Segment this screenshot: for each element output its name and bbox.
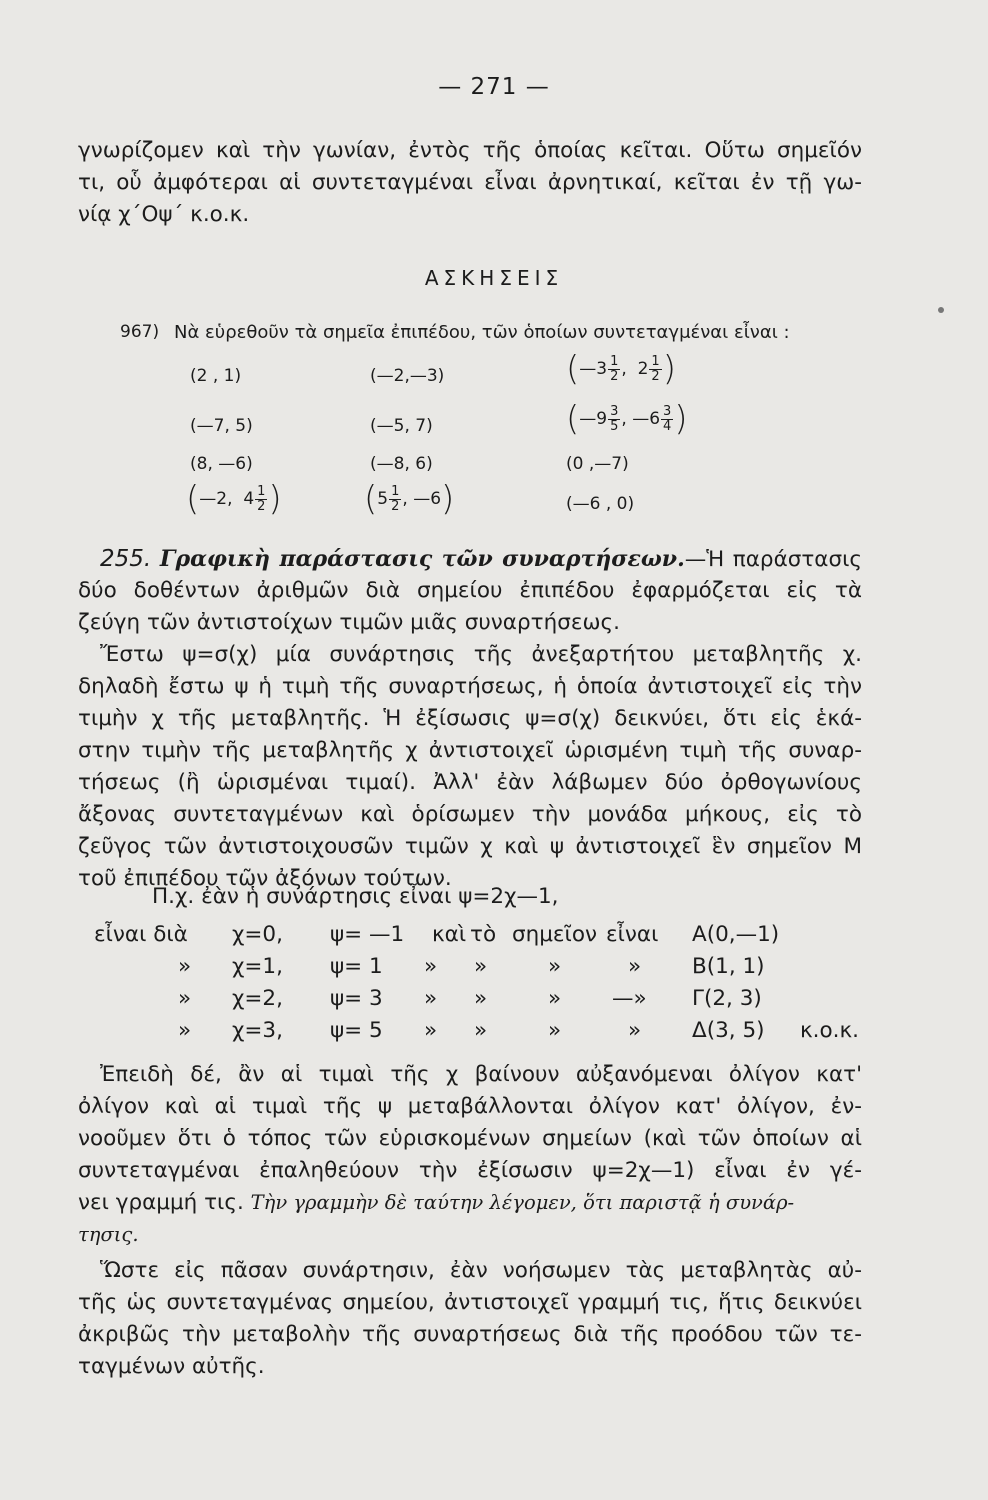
point-col1-row3: (8, —6) [190, 454, 253, 474]
intro-line-3: νίᾳ χ΄Οψ΄ κ.ο.κ. [78, 202, 250, 227]
p2-line-4: στην τιμὴν τῆς μεταβλητῆς χ ἀντιστοιχεῖ ὡρισμένη τιμὴ τῆς συναρ- [78, 738, 862, 763]
point-mixed-d: (5 $\frac{1}{2}$ , —6) [364, 479, 455, 519]
p2-line-5: τήσεως (ἢ ὡρισμέναι τιμαί). Ἀλλ' ἐὰν λάβωμεν δύο ὀρθογωνίους [78, 770, 862, 795]
exercise-number: 967) [120, 322, 160, 342]
point-mixed-c: (—2, 4 $\frac{1}{2}$ ) [186, 479, 282, 519]
p4-line-3: ἀκριβῶς τὴν μεταβολὴν τῆς συναρτήσεως διὰ τῆς προόδου τῶν τε- [78, 1322, 862, 1347]
p1-line-1: δύο δοθέντων ἀριθμῶν διὰ σημείου ἐπιπέδου ἐφαρμόζεται εἰς τὰ [78, 578, 862, 603]
scanned-page: — 271 — γνωρίζομεν καὶ τὴν γωνίαν, ἐντὸς τῆς ὁποίας κεῖται. Οὕτω σημεῖόν τι, οὗ ἀμφότεραι αἱ συντεταγμέναι εἶναι ἀρνητικαί, κεῖται ἐν τῇ γω- νίᾳ χ΄Οψ΄ κ.ο.κ. ΑΣΚΗΣΕΙΣ 967) Νὰ εὑρεθοῦν τὰ σημεῖα ἐπιπέδου, τῶν ὁποίων συντεταγμέναι εἶναι : (2 , 1) (—7, 5) (8, —6) (—2,—3) (—5, 7) (—8, 6) (—3 $\frac{1}{2}$ , 2 $\frac{1}{2}$ ) (—9 $\frac{3}{5}$ , —6 $\frac{3}{4}$ ) (0 ,—7) (—6 , 0) (—2, 4 $\frac{1}{2}$ ) (5 $\frac{1}{2}$ , —6) 255. Γραφικὴ παράστασις τῶν συναρτήσεων.—Ἡ παράστασις δύο δοθέντων ἀριθμῶν διὰ σημείου ἐπιπέδου ἐφαρμόζεται εἰς τὰ ζεύγη τῶν ἀντιστοίχων τιμῶν μιᾶς συναρτήσεως. Ἔστω ψ=σ(χ) μία συνάρτησις τῆς ἀνεξαρτήτου μεταβλητῆς χ. δηλαδὴ ἔστω ψ ἡ τιμὴ τῆς συναρτήσεως, ἡ ὁποία ἀντιστοιχεῖ εἰς τὴν τιμὴν χ τῆς μεταβλητῆς. Ἡ ἐξίσωσις ψ=σ(χ) δεικνύει, ὅτι εἰς ἑκά- στην τιμὴν τῆς μεταβλητῆς χ ἀντιστοιχεῖ ὡρισμένη τιμὴ τῆς συναρ- τήσεως (ἢ ὡρισμέναι τιμαί). Ἀλλ' ἐὰν λάβωμεν δύο ὀρθογωνίους ἄξονας συντεταγμένων καὶ ὁρίσωμεν τὴν μονάδα μήκους, εἰς τὸ ζεῦγος τῶν ἀντιστοιχουσῶν τιμῶν χ καὶ ψ ἀντιστοιχεῖ ἓν σημεῖον Μ τοῦ ἐπιπέδου τῶν ἀξόνων τούτων. Π.χ. ἐὰν ἡ συνάρτησις εἶναι ψ=2χ—1, εἶναι διὰ χ=0, ψ= —1 καὶ τὸ σημεῖον εἶναι Α(0,—1) » χ=1, ψ= 1 » » » » Β(1, 1) » χ=2, ψ= 3 » » » —» Γ(2, 3) » χ=3, ψ= 5 » » » » Δ(3, 5) κ.ο.κ. Ἐπειδὴ δέ, ἂν αἱ τιμαὶ τῆς χ βαίνουν αὐξανόμεναι ὀλίγον κατ' ὀλίγον καὶ αἱ τιμαὶ τῆς ψ μεταβάλλονται ὀλίγον κατ' ὀλίγον, ἐν- νοοῦμεν ὅτι ὁ τόπος τῶν εὑρισκομένων σημείων (καὶ τῶν ὁποίων αἱ συντεταγμέναι ἐπαληθεύουν τὴν ἐξίσωσιν ψ=2χ—1) εἶναι ἐν γέ- νει γραμμή τις. Τὴν γραμμὴν δὲ ταύτην λέγομεν, ὅτι παριστᾷ ἡ συνάρ- τησις. Ὥστε εἰς πᾶσαν συνάρτησιν, ἐὰν νοήσωμεν τὰς μεταβλητὰς αὐ- τῆς ὡς συντεταγμένας σημείου, ἀντιστοιχεῖ γραμμή τις, ἥτις δεικνύει ἀκριβῶς τὴν μεταβολὴν τῆς συναρτήσεως διὰ τῆς προόδου τῶν τε- ταγμένων αὐτῆς. [0, 0, 988, 1500]
p2-line-6: ἄξονας συντεταγμένων καὶ ὁρίσωμεν τὴν μονάδα μήκους, εἰς τὸ [78, 802, 862, 827]
intro-line-1: γνωρίζομεν καὶ τὴν γωνίαν, ἐντὸς τῆς ὁποίας κεῖται. Οὕτω σημεῖόν [78, 138, 862, 163]
p4-line-4: ταγμένων αὐτῆς. [78, 1354, 265, 1379]
p4-line-1: Ὥστε εἰς πᾶσαν συνάρτησιν, ἐὰν νοήσωμεν τὰς μεταβλητὰς αὐ- [100, 1258, 862, 1283]
exercise-statement: Νὰ εὑρεθοῦν τὰ σημεῖα ἐπιπέδου, τῶν ὁποίων συντεταγμέναι εἶναι : [174, 322, 790, 343]
section-heading-line [100, 544, 862, 575]
point-col2-row2: (—5, 7) [370, 416, 433, 436]
p2-line-3: τιμὴν χ τῆς μεταβλητῆς. Ἡ ἐξίσωσις ψ=σ(χ) δεικνύει, ὅτι εἰς ἑκά- [78, 706, 862, 731]
p4-line-2: τῆς ὡς συντεταγμένας σημείου, ἀντιστοιχεῖ γραμμή τις, ἥτις δεικνύει [78, 1290, 862, 1315]
section-title: Γραφικὴ παράστασις τῶν συναρτήσεων. [159, 546, 685, 572]
p2-line-2: δηλαδὴ ἔστω ψ ἡ τιμὴ τῆς συναρτήσεως, ἡ ὁποία ἀντιστοιχεῖ εἰς τὴν [78, 674, 862, 699]
section-number: 255. [100, 546, 152, 572]
point-col2-row3: (—8, 6) [370, 454, 433, 474]
p3-line-2: ὀλίγον καὶ αἱ τιμαὶ τῆς ψ μεταβάλλονται ὀλίγον κατ' ὀλίγον, ἐν- [78, 1094, 862, 1119]
point-col3-row1: (0 ,—7) [566, 454, 629, 474]
page-number: — 271 — [438, 74, 550, 100]
scan-speck [938, 307, 944, 313]
p2-line-8: τοῦ ἐπιπέδου τῶν ἀξόνων τούτων. [78, 866, 452, 891]
p3-line-5: νει γραμμή τις. Τὴν γραμμὴν δὲ ταύτην λέγομεν, ὅτι παριστᾷ ἡ συνάρ- [78, 1190, 795, 1215]
point-col1-row2: (—7, 5) [190, 416, 253, 436]
point-col3-row2: (—6 , 0) [566, 494, 635, 514]
intro-line-2: τι, οὗ ἀμφότεραι αἱ συντεταγμέναι εἶναι ἀρνητικαί, κεῖται ἐν τῇ γω- [78, 170, 862, 195]
p2-line-1: Ἔστω ψ=σ(χ) μία συνάρτησις τῆς ἀνεξαρτήτου μεταβλητῆς χ. [100, 642, 862, 667]
p1-line-2: ζεύγη τῶν ἀντιστοίχων τιμῶν μιᾶς συναρτήσεως. [78, 610, 620, 635]
point-mixed-a: (—3 $\frac{1}{2}$ , 2 $\frac{1}{2}$ ) [566, 349, 676, 389]
exercises-heading: ΑΣΚΗΣΕΙΣ [424, 266, 564, 290]
example-intro: Π.χ. ἐὰν ἡ συνάρτησις εἶναι ψ=2χ—1, [152, 884, 559, 909]
p3-line-4: συντεταγμέναι ἐπαληθεύουν τὴν ἐξίσωσιν ψ=2χ—1) εἶναι ἐν γέ- [78, 1158, 862, 1183]
point-col2-row1: (—2,—3) [370, 366, 445, 386]
p3-line-1: Ἐπειδὴ δέ, ἂν αἱ τιμαὶ τῆς χ βαίνουν αὐξανόμεναι ὀλίγον κατ' [100, 1062, 862, 1087]
p3-line-6: τησις. [78, 1223, 139, 1246]
point-col1-row1: (2 , 1) [190, 366, 242, 386]
p3-line-3: νοοῦμεν ὅτι ὁ τόπος τῶν εὑρισκομένων σημείων (καὶ τῶν ὁποίων αἱ [78, 1126, 862, 1151]
section-title-tail: —Ἡ παράστασις [684, 547, 862, 572]
p2-line-7: ζεῦγος τῶν ἀντιστοιχουσῶν τιμῶν χ καὶ ψ ἀντιστοιχεῖ ἓν σημεῖον Μ [78, 834, 862, 859]
point-mixed-b: (—9 $\frac{3}{5}$ , —6 $\frac{3}{4}$ ) [566, 399, 688, 439]
